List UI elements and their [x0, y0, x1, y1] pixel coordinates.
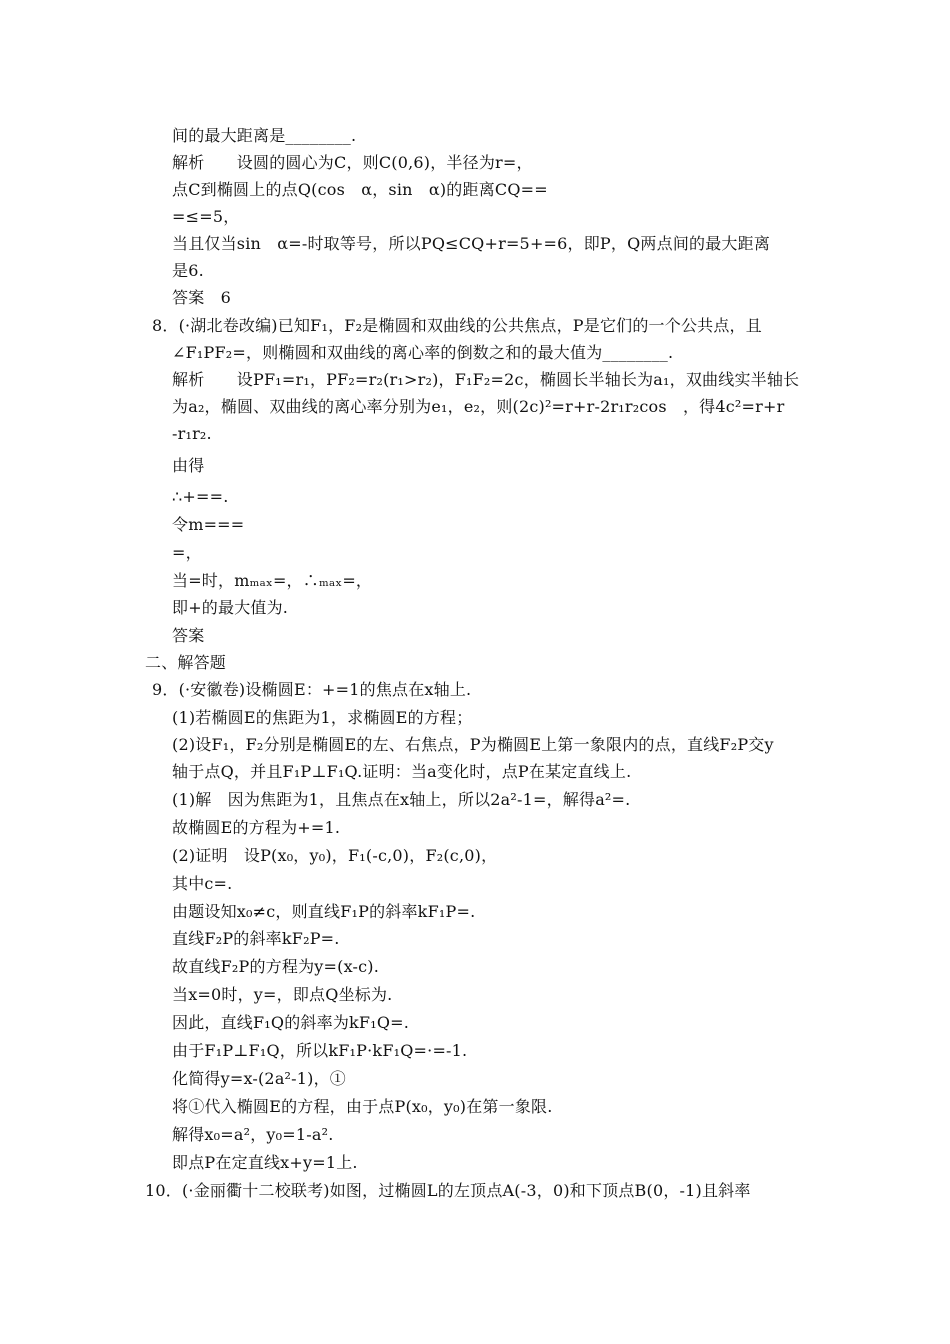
answer-line: 答案 6 [172, 288, 231, 307]
text-line: ∴+==. [172, 487, 229, 506]
text-line: 当=时，mₘₐₓ=，∴ₘₐₓ=， [172, 571, 373, 590]
text-line: 化简得y=x-(2a²-1)，① [172, 1069, 346, 1088]
text-line: =≤=5， [172, 207, 240, 226]
text-line: 由得 [172, 456, 205, 475]
answer-line: 答案 [172, 626, 205, 645]
text-line: 故直线F₂P的方程为y=(x-c). [172, 957, 380, 976]
text-line: 即点P在定直线x+y=1上. [172, 1153, 358, 1172]
text-line: 令m=== [172, 515, 245, 534]
text-line: 间的最大距离是________. [172, 126, 357, 145]
text-line: 因此，直线F₁Q的斜率为kF₁Q=. [172, 1013, 410, 1032]
question-8: 8．(·湖北卷改编)已知F₁，F₂是椭圆和双曲线的公共焦点，P是它们的一个公共点，且 [152, 316, 762, 335]
text-line: (2)证明 设P(x₀，y₀)，F₁(-c,0)，F₂(c,0)， [172, 846, 498, 865]
text-line: 即+的最大值为. [172, 598, 289, 617]
text-line: 点C到椭圆上的点Q(cos α，sin α)的距离CQ== [172, 180, 548, 199]
section-heading: 二、解答题 [145, 653, 227, 672]
text-line: (2)设F₁，F₂分别是椭圆E的左、右焦点，P为椭圆E上第一象限内的点，直线F₂P交y [172, 735, 774, 754]
text-line: 由于F₁P⊥F₁Q，所以kF₁P·kF₁Q=·=-1. [172, 1041, 468, 1060]
text-line: 为a₂，椭圆、双曲线的离心率分别为e₁，e₂，则(2c)²=r+r-2r₁r₂cos ，得4c²=r+r [172, 397, 785, 416]
text-line: =， [172, 543, 202, 562]
text-line: (1)若椭圆E的焦距为1，求椭圆E的方程； [172, 708, 473, 727]
text-line: 解得x₀=a²，y₀=1-a². [172, 1125, 334, 1144]
text-line: 由题设知x₀≠c，则直线F₁P的斜率kF₁P=. [172, 902, 476, 921]
text-line: -r₁r₂. [172, 424, 212, 443]
text-line: (1)解 因为焦距为1，且焦点在x轴上，所以2a²-1=，解得a²=. [172, 790, 631, 809]
text-line: 当且仅当sin α=-时取等号，所以PQ≤CQ+r=5+=6，即P，Q两点间的最大距离 [172, 234, 771, 253]
text-line: 故椭圆E的方程为+=1. [172, 818, 341, 837]
question-10: 10．(·金丽衢十二校联考)如图，过椭圆L的左顶点A(-3，0)和下顶点B(0，-1)且斜率 [145, 1181, 751, 1200]
text-line: 直线F₂P的斜率kF₂P=. [172, 929, 340, 948]
text-line: 是6. [172, 261, 204, 280]
text-line: 解析 设PF₁=r₁，PF₂=r₂(r₁>r₂)，F₁F₂=2c，椭圆长半轴长为a₁，双曲线实半轴长 [172, 370, 800, 389]
text-line: 将①代入椭圆E的方程，由于点P(x₀，y₀)在第一象限. [172, 1097, 553, 1116]
text-line: 轴于点Q，并且F₁P⊥F₁Q.证明：当a变化时，点P在某定直线上. [172, 762, 632, 781]
text-line: 解析 设圆的圆心为C，则C(0,6)，半径为r=， [172, 153, 533, 172]
text-line: 其中c=. [172, 874, 233, 893]
text-line: ∠F₁PF₂=，则椭圆和双曲线的离心率的倒数之和的最大值为________. [172, 343, 674, 362]
text-line: 当x=0时，y=，即点Q坐标为. [172, 985, 393, 1004]
question-9: 9．(·安徽卷)设椭圆E：+=1的焦点在x轴上. [152, 680, 472, 699]
